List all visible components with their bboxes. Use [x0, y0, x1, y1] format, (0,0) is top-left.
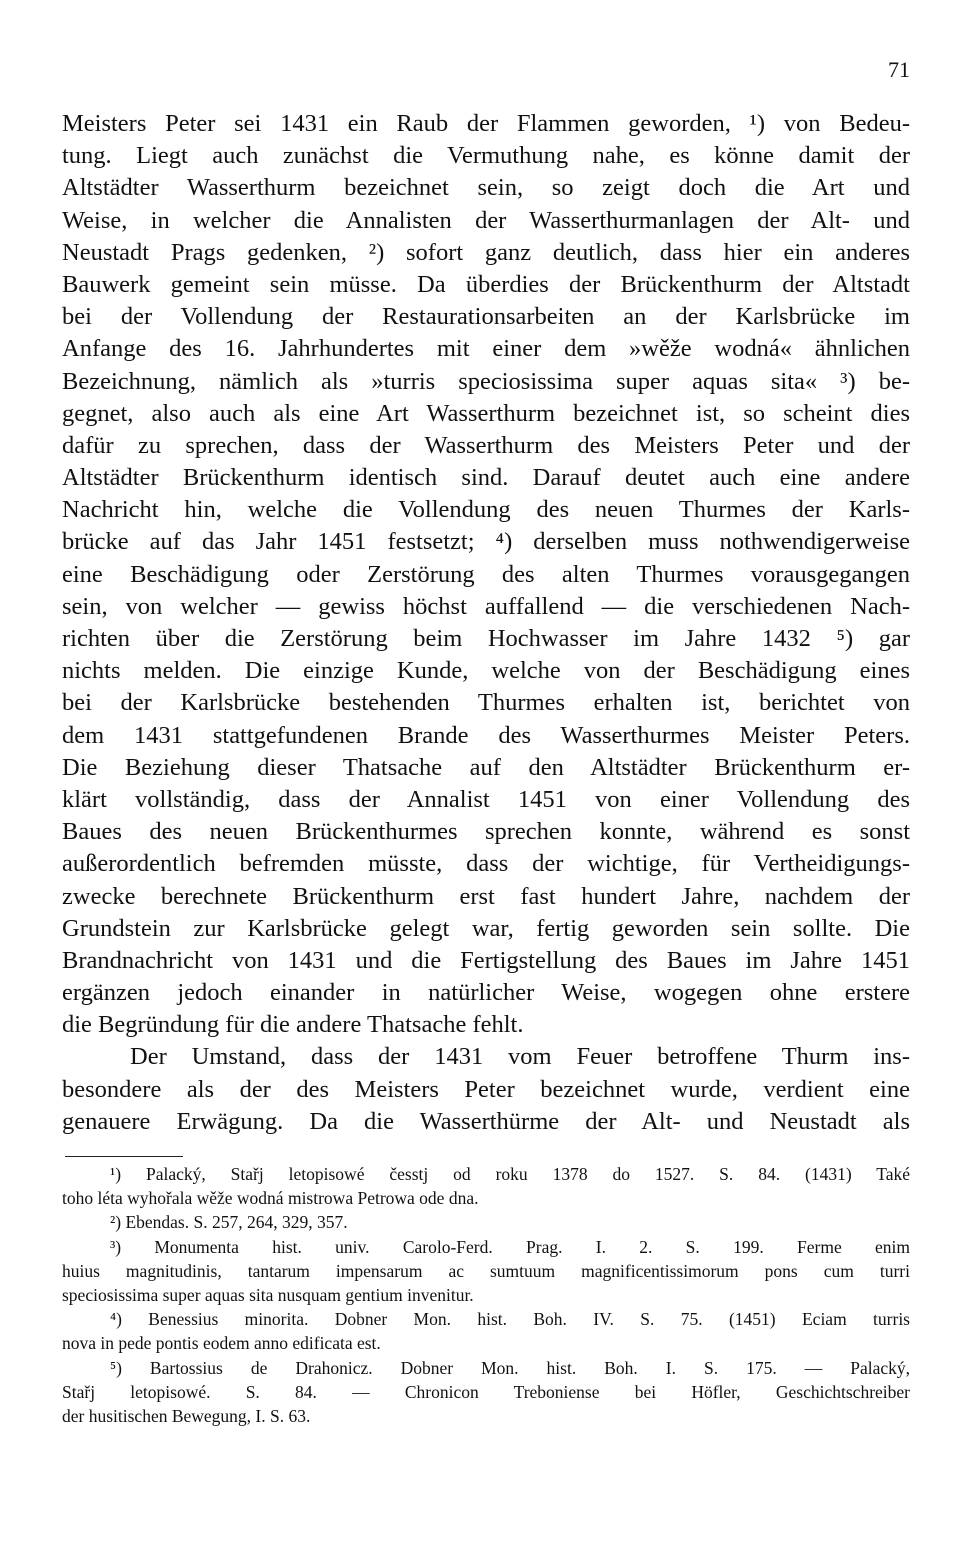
- body-line: nichts melden. Die einzige Kunde, welche von der Beschädigung eines: [62, 657, 910, 685]
- footnote-divider: [65, 1156, 183, 1157]
- footnote-line: Stařj letopisowé. S. 84. — Chronicon Treboniense bei Höfler, Geschichtschreiber: [62, 1381, 910, 1402]
- body-line: brücke auf das Jahr 1451 festsetzt; ⁴) derselben muss nothwendigerweise: [62, 528, 910, 556]
- body-line: Altstädter Brückenthurm identisch sind. Darauf deutet auch eine andere: [62, 464, 910, 492]
- body-line: Bauwerk gemeint sein müsse. Da überdies der Brückenthurm der Altstadt: [62, 270, 910, 298]
- footnote-line: ⁵) Bartossius de Drahonicz. Dobner Mon. hist. Boh. I. S. 175. — Palacký,: [110, 1357, 910, 1378]
- body-line: bei der Vollendung der Restaurationsarbeiten an der Karlsbrücke im: [62, 303, 910, 331]
- body-line: klärt vollständig, dass der Annalist 1451 von einer Vollendung des: [62, 785, 910, 813]
- footnote-line: ³) Monumenta hist. univ. Carolo-Ferd. Prag. I. 2. S. 199. Ferme enim: [110, 1236, 910, 1257]
- body-line: Baues des neuen Brückenthurmes sprechen konnte, während es sonst: [62, 818, 910, 846]
- footnote-line: speciosissima super aquas sita nusquam gentium invenitur.: [62, 1284, 474, 1305]
- page-number: 71: [888, 57, 910, 82]
- footnote-line: toho léta wyhořala wěže wodná mistrowa Petrowa ode dna.: [62, 1188, 479, 1209]
- body-line: genauere Erwägung. Da die Wasserthürme der Alt- und Neustadt als: [62, 1107, 910, 1135]
- body-line: gegnet, also auch als eine Art Wasserthurm bezeichnet ist, so scheint dies: [62, 399, 910, 427]
- body-line: Weise, in welcher die Annalisten der Wasserthurmanlagen der Alt- und: [62, 206, 910, 234]
- footnote-line: ²) Ebendas. S. 257, 264, 329, 357.: [110, 1212, 348, 1233]
- footnote-line: der husitischen Bewegung, I. S. 63.: [62, 1405, 311, 1426]
- body-line: Grundstein zur Karlsbrücke gelegt war, fertig geworden sein sollte. Die: [62, 914, 910, 942]
- footnote-line: nova in pede pontis eodem anno edificata est.: [62, 1333, 381, 1354]
- body-line: die Begründung für die andere Thatsache fehlt.: [62, 1011, 524, 1039]
- body-line: Neustadt Prags gedenken, ²) sofort ganz deutlich, dass hier ein anderes: [62, 238, 910, 266]
- body-line: Der Umstand, dass der 1431 vom Feuer betroffene Thurm ins-: [130, 1043, 910, 1071]
- footnotes: [62, 1162, 910, 1428]
- body-line: außerordentlich befremden müsste, dass der wichtige, für Vertheidigungs-: [62, 850, 910, 878]
- body-line: richten über die Zerstörung beim Hochwasser im Jahre 1432 ⁵) gar: [62, 625, 910, 652]
- body-line: dafür zu sprechen, dass der Wasserthurm des Meisters Peter und der: [62, 431, 910, 459]
- body-line: tung. Liegt auch zunächst die Vermuthung nahe, es könne damit der: [62, 142, 910, 170]
- body-line: Nachricht hin, welche die Vollendung des neuen Thurmes der Karls-: [62, 496, 910, 524]
- body-line: eine Beschädigung oder Zerstörung des alten Thurmes vorausgegangen: [62, 560, 910, 588]
- footnote-line: ¹) Palacký, Stařj letopisowé česstj od roku 1378 do 1527. S. 84. (1431) Také: [110, 1164, 910, 1184]
- body-line: sein, von welcher — gewiss höchst auffallend — die verschiedenen Nach-: [62, 592, 910, 620]
- body-line: bei der Karlsbrücke bestehenden Thurmes erhalten ist, berichtet von: [62, 689, 910, 717]
- body-line: ergänzen jedoch einander in natürlicher Weise, wogegen ohne erstere: [62, 979, 910, 1007]
- body-line: Brandnachricht von 1431 und die Fertigstellung des Baues im Jahre 1451: [62, 946, 910, 974]
- body-line: besondere als der des Meisters Peter bezeichnet wurde, verdient eine: [62, 1075, 910, 1103]
- body-line: Anfange des 16. Jahrhundertes mit einer dem »wěže wodná« ähnlichen: [62, 335, 910, 363]
- body-line: Die Beziehung dieser Thatsache auf den Altstädter Brückenthurm er-: [62, 753, 910, 781]
- body-line: Bezeichnung, nämlich als »turris speciosissima super aquas sita« ³) be-: [62, 367, 910, 395]
- body-line: zwecke berechnete Brückenthurm erst fast hundert Jahre, nachdem der: [62, 882, 910, 910]
- footnote-line: ⁴) Benessius minorita. Dobner Mon. hist. Boh. IV. S. 75. (1451) Eciam turris: [110, 1309, 910, 1330]
- body-text: [62, 108, 910, 1138]
- body-line: Altstädter Wasserthurm bezeichnet sein, so zeigt doch die Art und: [62, 174, 910, 202]
- body-line: dem 1431 stattgefundenen Brande des Wasserthurmes Meister Peters.: [62, 721, 910, 749]
- footnote-line: huius magnitudinis, tantarum impensarum ac sumtuum magnificentissimorum pons cum turri: [62, 1260, 910, 1281]
- body-line: Meisters Peter sei 1431 ein Raub der Flammen geworden, ¹) von Bedeu-: [62, 110, 910, 137]
